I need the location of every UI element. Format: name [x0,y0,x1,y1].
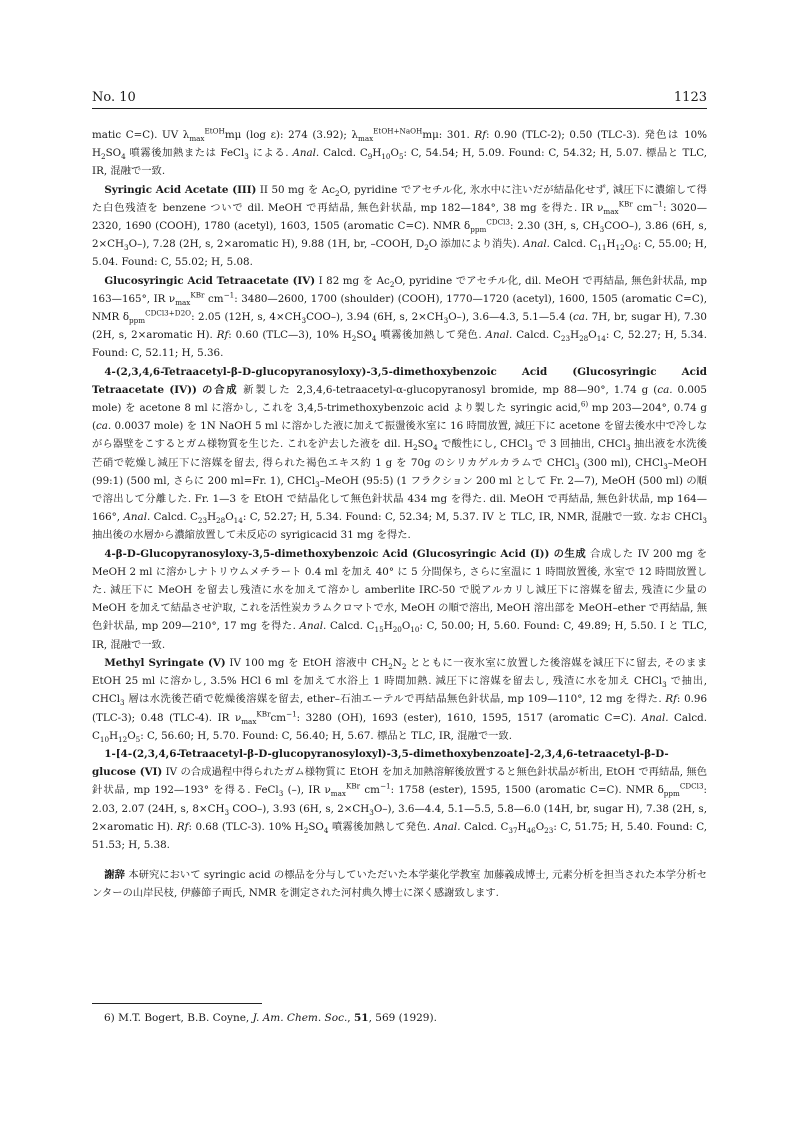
text-run: O [624,238,634,251]
text-run: max [189,134,205,144]
page-number: 1123 [673,90,707,105]
text-run: 3 [120,698,125,708]
text-run: –MeOH (95:5) (1 フラクション 200 ml として Fr. 2—7), MeOH (500 ml) の順で溶出して分離した. Fr. 1—3 を EtOH で結晶化して無色針状晶 434 mg を得た. dil. MeOH で再結晶, 無色針状晶, mp 164—166°, [92,474,707,524]
text-run: Anal. [299,620,327,633]
paragraph-syringic-acid-acetate [92,181,707,272]
text-run: Calcd. C [92,711,707,742]
text-run: mp 203—204°, 0.74 g ( [92,402,707,433]
text-run: : C, 55.00; H, 5.04. Found: C, 55.02; H, 5.08. [92,238,707,269]
paragraph-compound-vi [92,745,707,854]
text-run: 51 [353,1012,369,1024]
text-run: ca. [573,311,589,324]
text-run: : C, 52.27; H, 5.34. Found: C, 52.34; M, 5.37. IV と TLC, IR, NMR, 混融で一致. なお CHCl [242,511,703,524]
text-run: 2 [424,243,429,253]
text-run: 3 [662,680,667,690]
text-run: 抽出後の水層から濃縮放置して未反応の syrigicacid 31 mg を得た. [92,529,411,542]
text-run: 3 [301,316,307,326]
text-run: 噴霧後加熱して発色. [376,329,486,342]
text-run: SO [308,820,324,833]
text-run: 37 [508,825,518,835]
text-run: 2 [413,443,418,453]
text-run: : C, 51.75; H, 5.40. Found: C, 51.53; H, 5.38. [92,820,708,851]
text-run: O, pyridine でアセチル化, dil. MeOH で再結晶, 無色針状晶, mp 163—165°, IR ν [92,274,707,305]
text-run: cm [204,292,224,305]
paragraph-glucosyringic-acid-tetraacetate [92,272,707,363]
text-run: H [207,511,217,524]
text-run: 3 [369,807,374,817]
text-run: –MeOH (99:1) (500 ml, さらに 200 ml=Fr. 1), CHCl [92,456,707,487]
acknowledgment [92,866,707,902]
text-run: による. [248,147,293,160]
text-run: 46 [526,825,536,835]
text-run: O–), 7.28 (2H, s, 2×aromatic H), 9.88 (1H, br, –COOH, D [128,238,425,251]
text-run: : 2.05 (12H, s, 4×CH [191,311,302,324]
text-run: 3 [244,152,249,162]
text-run: 謝辞 [104,869,126,882]
text-run: O [225,511,234,524]
text-run: 4 [323,825,329,835]
text-run: −1 [379,781,391,791]
text-run: 20 [392,625,402,635]
text-run: Anal. [485,329,513,342]
text-run: で酸性にし, CHCl [437,438,529,451]
text-run: max [603,206,619,216]
text-run: 4 [433,443,438,453]
text-run: cm [632,201,653,214]
text-run: max [241,716,257,726]
text-run: J. Am. Chem. Soc. [252,1012,348,1024]
text-run: 噴霧後加熱または FeCl [125,147,245,160]
text-run: : C, 52.27; H, 5.34. Found: C, 52.11; H, 5.36. [92,329,708,360]
text-run: で 3 回抽出, CHCl [532,438,626,451]
text-run: 2 [401,661,407,671]
text-run: H [109,729,119,742]
text-run: : 2.03, 2.07 (24H, s, 8×CH [92,784,708,815]
uv-analysis-continuation [92,126,707,181]
text-run: SO [105,147,122,160]
text-run: Methyl Syringate (V) [104,656,226,669]
text-run: max [330,789,346,799]
text-run: H [606,238,616,251]
text-run: 11 [597,243,607,253]
text-run: 3 [528,443,533,453]
text-run: cm [270,711,287,724]
text-run: : C, 56.60; H, 5.70. Found: C, 56.40; H, 5.67. 標品と TLC, IR, 混融で一致. [140,729,512,742]
text-run: Calcd. C [150,511,198,524]
text-run: , [347,1012,354,1024]
text-run: 6) [580,399,589,409]
text-run: Rf [665,693,677,706]
text-run: , 569 (1929). [368,1012,437,1024]
text-run: ca. [657,383,673,396]
text-run: −1 [286,709,297,719]
text-run: H [517,820,527,833]
text-run: H [372,147,382,160]
text-run: Calcd. C [326,620,375,633]
text-run: O [401,620,411,633]
text-run: O–), 3.6—4.4, 5.1—5.5, 5.8—6.0 (14H, br, sugar H), 7.38 (2H, s, 2×aromatic H). [92,802,707,833]
text-run: 新製した 2,3,4,6-tetraacetyl-α-glucopyranosyl bromide, mp 88—90°, 1.74 g ( [238,383,658,396]
text-run: Anal. [123,511,151,524]
text-run: CDCl3 [679,781,704,791]
text-run: mμ (log ε): 274 (3.92); λ [224,129,358,141]
text-run: I 82 mg を Ac [315,274,390,287]
text-run: ppm [470,225,487,235]
text-run: : C, 54.54; H, 5.09. Found: C, 54.32; H, 5.07. 標品と TLC, IR, 混融で一致. [92,147,707,178]
text-run: 3 [599,225,605,235]
paragraph-methyl-syringate [92,654,707,745]
text-run: (–), IR ν [283,784,331,797]
text-run: : 0.60 (TLC—3), 10% H [228,329,352,342]
text-run: −1 [652,199,663,209]
text-run: IV 100 mg を EtOH 溶液中 CH [225,656,389,669]
text-run: 3 [574,461,580,471]
text-run: 0.005 mole) を acetone 8 ml に溶かし, これを 3,4,5-trimethoxybenzoic acid より製した syringic acid, [92,383,707,415]
text-run: Anal. [641,711,669,724]
text-run: 2 [100,152,106,162]
text-run: CDCl3 [486,217,510,227]
text-run: (300 ml), CHCl [579,456,664,469]
text-run: 2 [389,279,395,289]
text-run: 3 [702,516,707,526]
text-run: KBr [256,709,271,719]
text-run: O, pyridine でアセチル化, 氷水中に注いだが結晶化せず, 減圧下に濃縮して得た白色残渣を benzene ついで dil. MeOH で再結晶, 無色針状晶, mp 182—184°, 38 mg を得た. IR ν [92,183,707,214]
text-run: KBr [190,290,205,300]
text-run: : 2.30 (3H, s, CH [510,220,600,233]
paragraph-glucosyringic-acid-formation [92,545,707,654]
text-run: Calcd. C [319,147,368,160]
text-run: 4-β-D-Glucopyranosyloxy-3,5-dimethoxybenzoic Acid (Glucosyringic Acid (I)) の生成 [104,547,587,560]
text-run: Rf [216,329,229,342]
text-run: 層は水洗後芒硝で乾燥後溶媒を留去, ether–石油エーテルで再結晶無色針状晶, mp 109—110°, 12 mg を得た. [124,693,666,706]
text-run: とともに一夜氷室に放置した後溶媒を減圧下に留去, そのまま EtOH 25 ml に溶かし, 3.5% HCl 6 ml を加えて水浴上 1 時間加熱. 減圧下に溶媒を留去し, 残渣に水を加え CHCl [92,656,707,688]
text-run: ppm [129,316,146,326]
text-run: 2 [334,188,340,198]
text-run: COO–), 3.94 (6H, s, 2×CH [306,311,444,324]
text-run: : 1758 (ester), 1595, 1500 (aromatic C=C). NMR δ [390,784,664,797]
footnote-6 [104,1010,437,1026]
text-run: : 3020—2320, 1690 (COOH), 1780 (acetyl), 1603, 1505 (aromatic C=C). NMR δ [92,201,707,233]
text-run: 0.0037 mole) を 1N NaOH 5 ml に溶かした液に加えて振盪後氷室に 16 時間放置, 減圧下に acetone を留去後水中で冷しながら器壁をこするとガム様物質を生じた. これを沪去した液を dil. H [92,420,707,451]
text-run: −1 [223,290,235,300]
text-run: O [127,729,136,742]
text-run: 10 [381,152,391,162]
text-run: 23 [560,334,571,344]
footnote-rule [92,1003,262,1004]
text-run: 2 [388,661,393,671]
text-run: Glucosyringic Acid Tetraacetate (IV) [104,274,316,287]
text-run: 本研究において syringic acid の標品を分与していただいた本学薬化学教室 加藤義成博士, 元素分析を担当された本学分析センターの山岸民枝, 伊藤節子両氏, NMR を測定された河村典久博士に深く感謝致します. [92,869,707,900]
text-run: 12 [615,243,625,253]
issue-number: No. 10 [92,90,136,105]
text-run: cm [360,784,380,797]
text-run: 14 [596,334,606,344]
text-run: 3 [663,461,668,471]
text-run: 10 [410,625,420,635]
text-run: 6) M.T. Bogert, B.B. Coyne, [104,1012,253,1024]
text-run: 抽出液を水洗後芒硝で乾燥し減圧下に溶媒を留去, 得られた褐色エキス約 1 g を 70g のシリカゲルカラムで CHCl [92,438,707,469]
text-run: 3 [278,789,284,799]
text-run: 4 [371,334,377,344]
text-run: 28 [579,334,589,344]
text-run: 3 [443,316,449,326]
text-run: : 0.96 (TLC-3); 0.48 (TLC-4). IR ν [92,693,708,724]
text-run: 10 [99,734,110,744]
text-run: 23 [544,825,554,835]
text-run: O 添加により消失). [428,238,524,251]
text-run: O [390,147,399,160]
text-run: SO [356,329,372,342]
text-run: H [383,620,393,633]
text-run: KBr [345,781,361,791]
text-run: 4-(2,3,4,6-Tetraacetyl-β-D-glucopyranosyloxy)-3,5-dimethoxybenzoic Acid (Glucosyringic Acid Tetraacetate (IV)) の合成 [92,365,707,396]
paragraph-tetraacetate-synthesis [92,363,707,545]
text-run: O [588,329,597,342]
text-run: SO [417,438,434,451]
text-run: 合成した IV 200 mg を MeOH 2 ml に溶かしナトリウムメチラート 0.4 ml を加え 40° に 5 分間保ち, さらに室温に 1 時間放置後, 氷室で 12 時間放置した. 減圧下に MeOH を留去し残渣に水を加えて溶かし amberlite IRC-50 で脱アルカリし減圧下に溶媒を留去, 残渣に少量の MeOH を加えて結晶させ沪取, これを活性炭カラムクロマトで水, MeOH の順で溶出, MeOH 溶出部を MeOH–ether で再結晶, 無色針状晶, mp 209—210°, 17 mg を得た. [92,547,707,633]
text-run: 9 [367,152,373,162]
text-run: 3 [625,443,631,453]
text-run: CDCl3+D2O [145,308,192,318]
text-run: 3 [124,243,129,253]
text-run: II 50 mg を Ac [256,183,335,196]
text-run: 12 [118,734,128,744]
text-run: 4 [121,152,126,162]
text-run: 2 [303,825,309,835]
text-run: matic C=C). UV λ [92,129,190,141]
text-run: ppm [663,789,680,799]
text-run: Rf [176,820,189,833]
text-run: EtOH+NaOH [373,126,423,136]
text-run: IV の合成過程中得られたガム様物質に EtOH を加え加熱溶解後放置すると無色針状晶が析出, EtOH で再結晶, 無色針状晶, mp 192—193° を得る. FeCl [92,766,707,797]
text-run: COO–), 3.93 (6H, s, 2×CH [229,802,370,815]
text-run: N [392,656,402,669]
text-run: Anal. [292,147,320,160]
text-run: 噴霧後加熱して発色. [328,820,434,833]
text-run: 14 [233,516,243,526]
text-run: Calcd. C [512,329,561,342]
text-run: 28 [216,516,226,526]
text-run: で抽出, CHCl [92,675,707,706]
text-run: 5 [398,152,404,162]
text-run: 7H, br, sugar H), 7.30 (2H, s, 2×aromatic H). [92,311,707,342]
text-run: Syringic Acid Acetate (III) [104,183,257,196]
text-run: O–), 3.6—4.3, 5.1—5.4 ( [448,311,574,324]
text-run: : 0.90 (TLC-2); 0.50 (TLC-3). 発色は 10% H [92,129,707,160]
text-run: EtOH [204,126,225,136]
text-run: 23 [197,516,208,526]
text-run: 2 [351,334,357,344]
text-run: max [175,297,191,307]
text-run: Anal. [523,238,550,251]
text-run: : 0.68 (TLC-3). 10% H [188,820,304,833]
text-run: : 3480—2600, 1700 (shoulder) (COOH), 1770—1720 (acetyl), 1600, 1505 (aromatic C=C), NMR δ [92,292,707,324]
text-run: Anal. [433,820,461,833]
text-run: 1-[4-(2,3,4,6-Tetraacetyl-β-D-glucopyranosyloxyl)-3,5-dimethoxybenzoate]-2,3,4,6-tetraacetyl-β-D-glucose (VI) [92,747,669,779]
text-run: 5 [135,734,141,744]
text-run: 3 [224,807,230,817]
text-run: Rf [474,129,487,141]
text-run: max [357,134,374,144]
text-run: Calcd. C [549,238,598,251]
text-run: : 3280 (OH), 1693 (ester), 1610, 1595, 1517 (aromatic C=C). [296,711,642,724]
text-run: : C, 50.00; H, 5.60. Found: C, 49.89; H, 5.50. I と TLC, IR, 混融で一致. [92,620,707,651]
text-run: COO–), 3.86 (6H, s, 2×CH [92,220,707,251]
running-header [92,86,707,109]
text-run: KBr [618,199,633,209]
text-run: O [535,820,545,833]
text-run: H [570,329,580,342]
text-run: ca. [96,420,112,433]
text-run: mμ: 301. [422,129,475,141]
text-run: 15 [374,625,384,635]
experimental-section [92,126,707,903]
text-run: 3 [315,479,320,489]
text-run: Calcd. C [460,820,509,833]
text-run: 6 [633,243,638,253]
